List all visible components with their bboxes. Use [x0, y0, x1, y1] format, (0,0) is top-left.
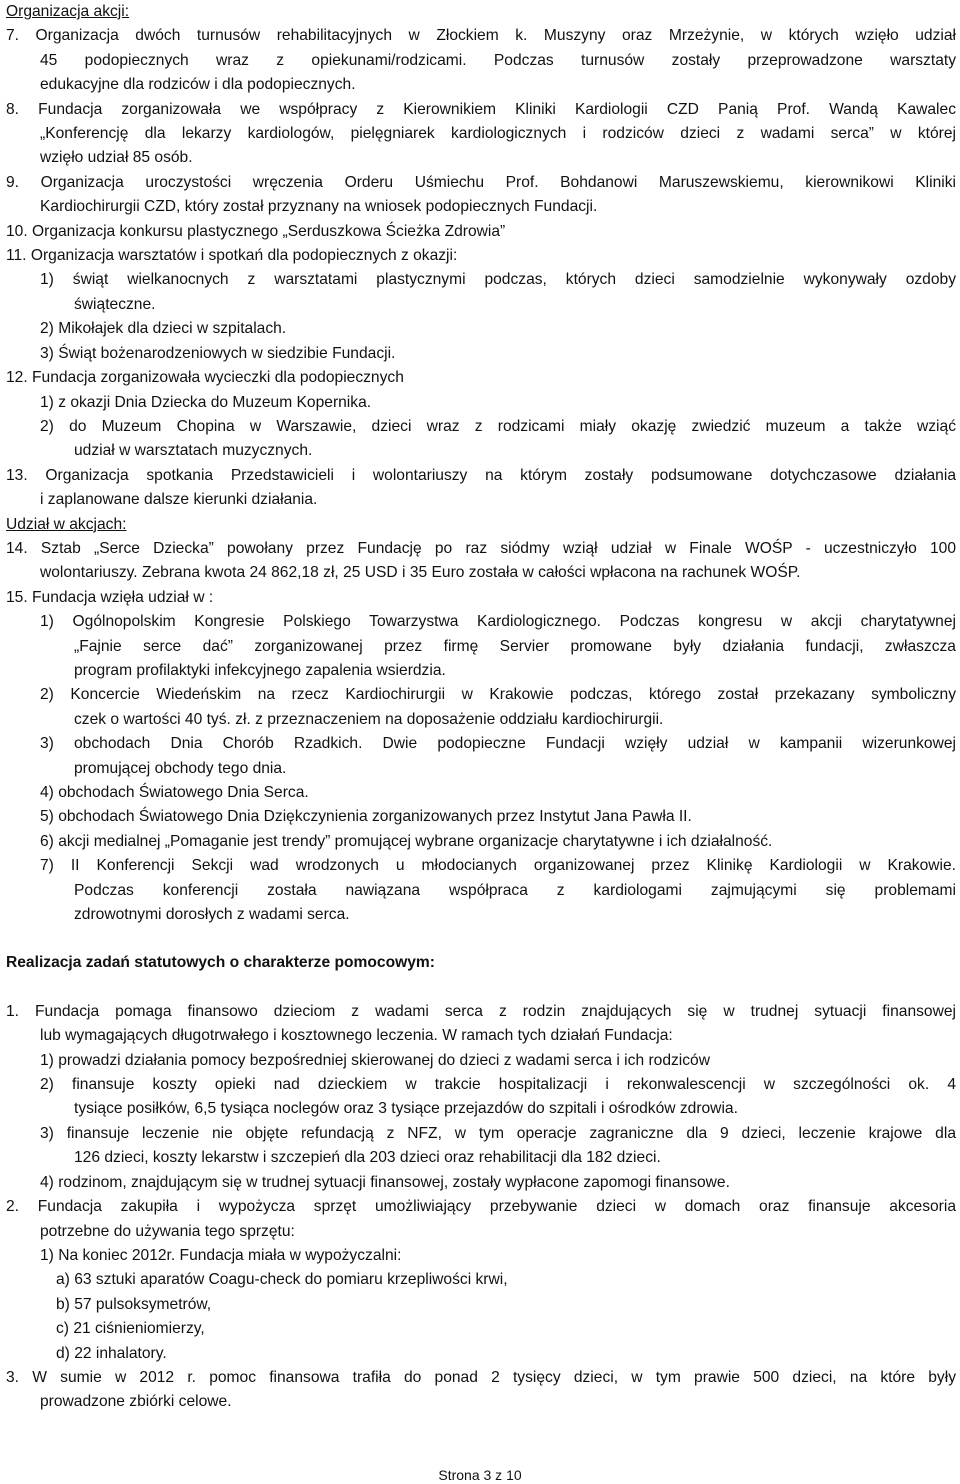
help-3-line-2: prowadzone zbiórki celowe.: [40, 1393, 232, 1411]
item-7-line-1: 7. Organizacja dwóch turnusów rehabilitacyjnych w Złockiem k. Muszyny oraz Mrzeżynie, w których wzięło udział: [6, 27, 956, 45]
item-13-line-2: i zaplanowane dalsze kierunki działania.: [40, 491, 318, 509]
item-13-line-1: 13. Organizacja spotkania Przedstawicieli i wolontariuszy na którym zostały podsumowane dotychczasowe działania: [6, 466, 956, 484]
list-item-10: 10. Organizacja konkursu plastycznego „Serduszkowa Ścieżka Zdrowia”: [6, 222, 506, 240]
item-14-line-1: 14. Sztab „Serce Dziecka” powołany przez Fundację po raz siódmy wziął udział w Finale WOŚP - uczestniczyło 100: [6, 539, 956, 557]
help-2-letter-list: [6, 1268, 956, 1366]
item-8-line-1: 8. Fundacja zorganizowała we współpracy z Kierownikiem Kliniki Kardiologii CZD Panią Prof. Wandą Kawalec: [6, 100, 956, 118]
item-11-sub-2: 2) Mikołajek dla dzieci w szpitalach.: [40, 320, 287, 338]
item-15-sub-1-line-2: „Fajnie serce dać” zorganizowanej przez firmę Servier promowane były działania fundacji, zwłaszcza: [74, 637, 956, 655]
help-2-sub-1: 1) Na koniec 2012r. Fundacja miała w wypożyczalni:: [40, 1246, 402, 1264]
help-1-sub-2-line-1: 2) finansuje koszty opieki nad dzieckiem w trakcie hospitalizacji i rekonwalescencji w szczególności ok. 4: [40, 1076, 956, 1094]
item-15-sub-7-line-3: zdrowotnymi dorosłych z wadami serca.: [74, 906, 350, 924]
help-item-1: [6, 1000, 956, 1049]
item-15-sub-1-line-1: 1) Ogólnopolskim Kongresie Polskiego Towarzystwa Kardiologicznego. Podczas kongresu w akcji charytatywnej: [40, 613, 956, 631]
item-15-sub-7-line-2: Podczas konferencji została nawiązana współpraca z kardiologami zajmującymi się problemami: [74, 881, 956, 899]
spacer: [6, 927, 956, 951]
document-page: [6, 0, 956, 1415]
help-1-sub-1: 1) prowadzi działania pomocy bezpośredniej skierowanej do dzieci z wadami serca i ich rodziców: [40, 1051, 710, 1069]
help-1-sub-3-line-2: 126 dzieci, koszty lekarstw i szczepień dla 203 dzieci oraz rehabilitacji dla 182 dzieci.: [74, 1149, 661, 1167]
item-11-sub-1-line-1: 1) świąt wielkanocnych z warsztatami plastycznymi podczas, których dzieci samodzielnie wykonywały ozdoby: [40, 271, 956, 289]
help-2-line-2: potrzebne do używania tego sprzętu:: [40, 1222, 295, 1240]
item-11-sub-1-line-2: świąteczne.: [74, 295, 156, 313]
list-item-15: 15. Fundacja wzięła udział w :: [6, 588, 214, 606]
help-1-sub-3-line-1: 3) finansuje leczenie nie objęte refundacją z NFZ, w tym operacje zagraniczne dla 9 dzieci, leczenie krajowe dla: [40, 1124, 956, 1142]
item-12-sublist: [6, 391, 956, 464]
item-15-sublist: [6, 610, 956, 927]
help-3-line-1: 3. W sumie w 2012 r. pomoc finansowa trafiła do ponad 2 tysięcy dzieci, w tym prawie 500 dzieci, na które były: [6, 1368, 956, 1386]
item-15-sub-5: 5) obchodach Światowego Dnia Dziękczynienia zorganizowanych przez Instytut Jana Pawła II.: [40, 808, 692, 826]
item-12-sub-1: 1) z okazji Dnia Dziecka do Muzeum Kopernika.: [40, 393, 372, 411]
item-15-sub-6: 6) akcji medialnej „Pomaganie jest trendy” promującej wybrane organizacje charytatywne i ich działalność.: [40, 832, 773, 850]
item-7-line-3: edukacyjne dla rodziców i dla podopiecznych.: [40, 76, 356, 94]
help-1-sub-2-line-2: tysiące posiłków, 6,5 tysiąca noclegów oraz 3 tysiące przejazdów do szpitali i ośrodków zdrowia.: [74, 1100, 738, 1118]
item-15-sub-3-line-2: promującej obchody tego dnia.: [74, 759, 287, 777]
item-9-line-1: 9. Organizacja uroczystości wręczenia Orderu Uśmiechu Prof. Bohdanowi Maruszewskiemu, kierownikowi Kliniki: [6, 173, 956, 191]
section-heading-udzial: Udział w akcjach:: [6, 515, 127, 533]
help-item-2: [6, 1195, 956, 1244]
help-1-sublist: [6, 1049, 956, 1195]
item-15-sub-2-line-1: 2) Koncercie Wiedeńskim na rzecz Kardiochirurgii w Krakowie podczas, którego został przekazany symboliczny: [40, 686, 956, 704]
help-2-letter-d: d) 22 inhalatory.: [56, 1344, 167, 1362]
item-8-line-2: „Konferencję dla lekarzy kardiologów, pielęgniarek kardiologicznych i rodziców dzieci z wadami serca” w której: [40, 125, 956, 143]
item-11-sub-3: 3) Świąt bożenarodzeniowych w siedzibie Fundacji.: [40, 344, 396, 362]
page-footer: Strona 3 z 10: [438, 1467, 522, 1483]
list-item-11: 11. Organizacja warsztatów i spotkań dla podopiecznych z okazji:: [6, 247, 458, 265]
item-15-sub-1-line-3: program profilaktyki infekcyjnego zapalenia wsierdzia.: [74, 661, 446, 679]
section-heading-organizacja: Organizacja akcji:: [6, 3, 130, 20]
item-8-line-3: wzięło udział 85 osób.: [40, 149, 193, 167]
help-2-letter-b: b) 57 pulsoksymetrów,: [56, 1295, 212, 1313]
item-14-line-2: wolontariuszy. Zebrana kwota 24 862,18 zł, 25 USD i 35 Euro została w całości wpłacona na rachunek WOŚP.: [40, 564, 801, 582]
help-1-line-2: lub wymagających długotrwałego i kosztownego leczenia. W ramach tych działań Fundacja:: [40, 1027, 673, 1045]
item-7-line-2: 45 podopiecznych wraz z opiekunami/rodzicami. Podczas turnusów zostały przeprowadzone warsztaty: [40, 51, 956, 69]
list-item-14: [6, 537, 956, 586]
help-2-letter-a: a) 63 sztuki aparatów Coagu-check do pomiaru krzepliwości krwi,: [56, 1271, 508, 1289]
item-9-line-2: Kardiochirurgii CZD, który został przyznany na wniosek podopiecznych Fundacji.: [40, 198, 598, 216]
item-15-sub-2-line-2: czek o wartości 40 tyś. zł. z przeznaczeniem na doposażenie oddziału kardiochirurgii.: [74, 710, 664, 728]
list-item-12: 12. Fundacja zorganizowała wycieczki dla podopiecznych: [6, 369, 404, 387]
list-item-8: [6, 98, 956, 171]
item-15-sub-4: 4) obchodach Światowego Dnia Serca.: [40, 784, 309, 801]
item-15-sub-3-line-1: 3) obchodach Dnia Chorób Rzadkich. Dwie podopieczne Fundacji wzięły udział w kampanii wizerunkowej: [40, 735, 956, 753]
item-12-sub-2-line-2: udział w warsztatach muzycznych.: [74, 442, 313, 460]
list-item-9: [6, 171, 956, 220]
item-15-sub-7-line-1: 7) II Konferencji Sekcji wad wrodzonych u młodocianych organizowanej przez Klinikę Kardiologii w Krakowie.: [40, 857, 956, 875]
spacer: [6, 976, 956, 1000]
help-1-line-1: 1. Fundacja pomaga finansowo dzieciom z wadami serca z rodzin znajdujących się w trudnej sytuacji finansowej: [6, 1002, 956, 1020]
list-item-7: [6, 24, 956, 97]
item-11-sublist: [6, 268, 956, 366]
help-2-line-1: 2. Fundacja zakupiła i wypożycza sprzęt umożliwiający przebywanie dzieci w domach oraz finansuje akcesoria: [6, 1198, 956, 1216]
section-heading-pomoc: Realizacja zadań statutowych o charakterze pomocowym:: [6, 954, 435, 972]
help-2-letter-c: c) 21 ciśnieniomierzy,: [56, 1320, 205, 1338]
help-item-3: [6, 1366, 956, 1415]
list-item-13: [6, 464, 956, 513]
help-1-sub-4: 4) rodzinom, znajdującym się w trudnej sytuacji finansowej, zostały wypłacone zapomogi finansowe.: [40, 1173, 730, 1191]
item-12-sub-2-line-1: 2) do Muzeum Chopina w Warszawie, dzieci wraz z rodzicami miały okazję zwiedzić muzeum a także wziąć: [40, 417, 956, 435]
